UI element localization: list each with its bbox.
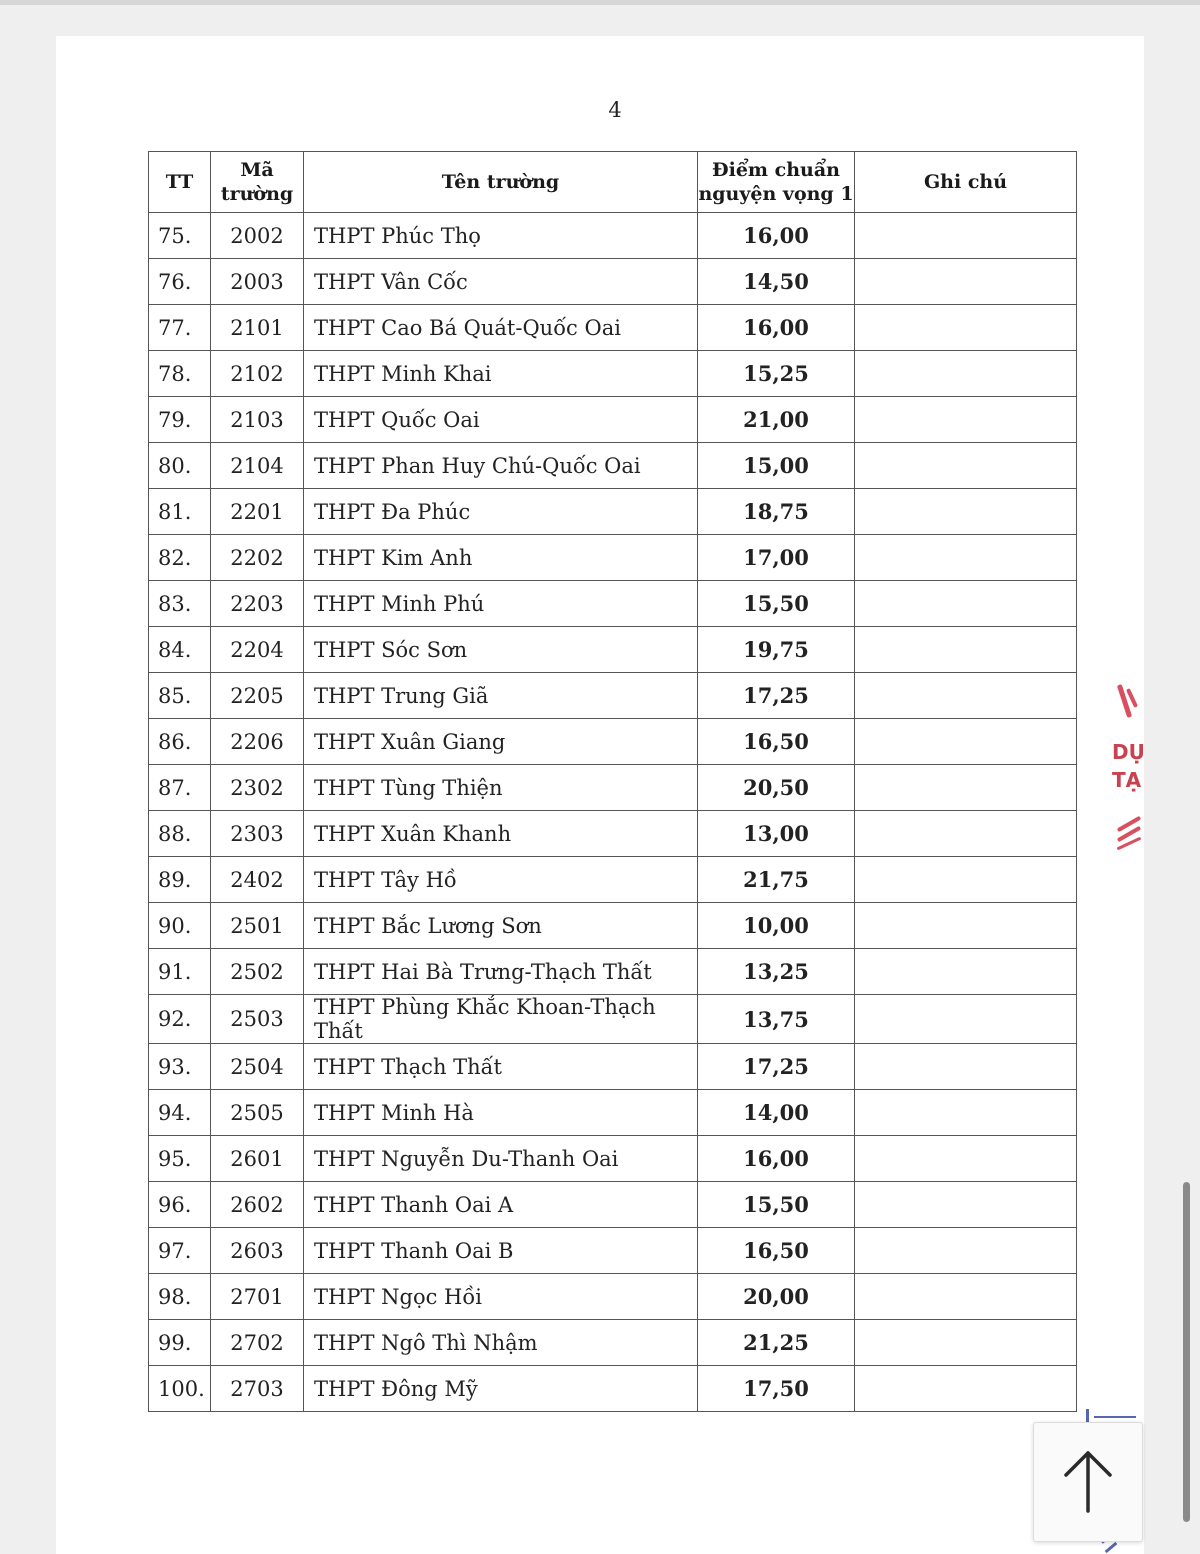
school-name: THPT Ngô Thì Nhậm (304, 1320, 698, 1366)
school-name: THPT Minh Khai (304, 351, 698, 397)
note-cell (855, 719, 1077, 765)
school-code: 2102 (211, 351, 304, 397)
school-name: THPT Cao Bá Quát-Quốc Oai (304, 305, 698, 351)
school-name: THPT Bắc Lương Sơn (304, 903, 698, 949)
school-name: THPT Phúc Thọ (304, 213, 698, 259)
cutoff-score: 17,00 (698, 535, 855, 581)
table-row (149, 351, 1077, 397)
school-name: THPT Kim Anh (304, 535, 698, 581)
table-row (149, 259, 1077, 305)
cutoff-score: 21,25 (698, 1320, 855, 1366)
note-cell (855, 397, 1077, 443)
cutoff-score: 15,50 (698, 1182, 855, 1228)
note-cell (855, 627, 1077, 673)
table-header-row (149, 152, 1077, 213)
school-code: 2701 (211, 1274, 304, 1320)
row-number: 80. (149, 443, 211, 489)
document-page (56, 36, 1144, 1554)
school-code: 2505 (211, 1090, 304, 1136)
cutoff-score: 17,50 (698, 1366, 855, 1412)
cutoff-score: 20,50 (698, 765, 855, 811)
cutoff-score: 16,50 (698, 1228, 855, 1274)
table-row (149, 1090, 1077, 1136)
table-row (149, 1228, 1077, 1274)
school-name: THPT Đông Mỹ (304, 1366, 698, 1412)
school-name: THPT Thạch Thất (304, 1044, 698, 1090)
school-code: 2502 (211, 949, 304, 995)
note-cell (855, 443, 1077, 489)
header-school-name: Tên trường (304, 152, 698, 213)
school-code: 2104 (211, 443, 304, 489)
school-name: THPT Trung Giã (304, 673, 698, 719)
school-name: THPT Thanh Oai A (304, 1182, 698, 1228)
table-row (149, 1320, 1077, 1366)
admission-scores-table (148, 151, 1077, 1412)
note-cell (855, 1366, 1077, 1412)
row-number: 82. (149, 535, 211, 581)
header-cutoff-score-line1: Điểm chuẩn (712, 159, 840, 181)
school-code: 2503 (211, 995, 304, 1044)
note-cell (855, 949, 1077, 995)
stamp-text-line2: TẠ (1112, 768, 1142, 792)
school-code: 2206 (211, 719, 304, 765)
note-cell (855, 811, 1077, 857)
row-number: 94. (149, 1090, 211, 1136)
cutoff-score: 14,00 (698, 1090, 855, 1136)
note-cell (855, 673, 1077, 719)
note-cell (855, 489, 1077, 535)
table-row (149, 213, 1077, 259)
school-code: 2303 (211, 811, 304, 857)
school-code: 2501 (211, 903, 304, 949)
row-number: 78. (149, 351, 211, 397)
row-number: 88. (149, 811, 211, 857)
row-number: 76. (149, 259, 211, 305)
row-number: 89. (149, 857, 211, 903)
row-number: 85. (149, 673, 211, 719)
school-name: THPT Vân Cốc (304, 259, 698, 305)
school-code: 2201 (211, 489, 304, 535)
row-number: 93. (149, 1044, 211, 1090)
row-number: 99. (149, 1320, 211, 1366)
note-cell (855, 581, 1077, 627)
table-row (149, 443, 1077, 489)
table-row (149, 811, 1077, 857)
row-number: 83. (149, 581, 211, 627)
school-name: THPT Minh Phú (304, 581, 698, 627)
table-row (149, 627, 1077, 673)
scroll-to-top-button[interactable] (1033, 1422, 1143, 1542)
note-cell (855, 1090, 1077, 1136)
cutoff-score: 10,00 (698, 903, 855, 949)
school-code: 2204 (211, 627, 304, 673)
table-row (149, 903, 1077, 949)
row-number: 91. (149, 949, 211, 995)
table-row (149, 765, 1077, 811)
school-code: 2103 (211, 397, 304, 443)
row-number: 90. (149, 903, 211, 949)
table-row (149, 305, 1077, 351)
row-number: 86. (149, 719, 211, 765)
table-row (149, 397, 1077, 443)
cutoff-score: 13,75 (698, 995, 855, 1044)
row-number: 95. (149, 1136, 211, 1182)
cutoff-score: 15,50 (698, 581, 855, 627)
school-code: 2601 (211, 1136, 304, 1182)
row-number: 77. (149, 305, 211, 351)
cutoff-score: 20,00 (698, 1274, 855, 1320)
school-code: 2002 (211, 213, 304, 259)
header-tt: TT (149, 152, 211, 213)
row-number: 96. (149, 1182, 211, 1228)
header-note: Ghi chú (855, 152, 1077, 213)
table-row (149, 995, 1077, 1044)
cutoff-score: 19,75 (698, 627, 855, 673)
school-code: 2202 (211, 535, 304, 581)
cutoff-score: 16,50 (698, 719, 855, 765)
school-name: THPT Xuân Giang (304, 719, 698, 765)
note-cell (855, 765, 1077, 811)
school-name: THPT Tùng Thiện (304, 765, 698, 811)
row-number: 87. (149, 765, 211, 811)
signature-stroke (1094, 1416, 1136, 1418)
cutoff-score: 13,00 (698, 811, 855, 857)
cutoff-score: 15,25 (698, 351, 855, 397)
school-name: THPT Đa Phúc (304, 489, 698, 535)
note-cell (855, 903, 1077, 949)
school-name: THPT Phùng Khắc Khoan-Thạch Thất (304, 995, 698, 1044)
note-cell (855, 995, 1077, 1044)
school-code: 2703 (211, 1366, 304, 1412)
table-row (149, 1274, 1077, 1320)
row-number: 98. (149, 1274, 211, 1320)
school-name: THPT Hai Bà Trưng-Thạch Thất (304, 949, 698, 995)
page-number: 4 (608, 98, 622, 122)
viewer-top-bar (0, 0, 1200, 5)
note-cell (855, 857, 1077, 903)
cutoff-score: 16,00 (698, 213, 855, 259)
note-cell (855, 1274, 1077, 1320)
table-row (149, 673, 1077, 719)
row-number: 92. (149, 995, 211, 1044)
row-number: 79. (149, 397, 211, 443)
school-name: THPT Thanh Oai B (304, 1228, 698, 1274)
header-cutoff-score (698, 152, 855, 213)
table-row (149, 857, 1077, 903)
row-number: 97. (149, 1228, 211, 1274)
table-row (149, 949, 1077, 995)
school-code: 2702 (211, 1320, 304, 1366)
row-number: 81. (149, 489, 211, 535)
school-name: THPT Sóc Sơn (304, 627, 698, 673)
cutoff-score: 13,25 (698, 949, 855, 995)
school-name: THPT Quốc Oai (304, 397, 698, 443)
cutoff-score: 17,25 (698, 1044, 855, 1090)
note-cell (855, 259, 1077, 305)
school-code: 2603 (211, 1228, 304, 1274)
cutoff-score: 15,00 (698, 443, 855, 489)
note-cell (855, 213, 1077, 259)
arrow-up-icon (1060, 1447, 1116, 1517)
note-cell (855, 535, 1077, 581)
table-row (149, 535, 1077, 581)
scrollbar-thumb[interactable] (1183, 1182, 1190, 1522)
row-number: 100. (149, 1366, 211, 1412)
school-name: THPT Xuân Khanh (304, 811, 698, 857)
school-name: THPT Phan Huy Chú-Quốc Oai (304, 443, 698, 489)
cutoff-score: 21,75 (698, 857, 855, 903)
row-number: 75. (149, 213, 211, 259)
school-code: 2602 (211, 1182, 304, 1228)
school-code: 2302 (211, 765, 304, 811)
note-cell (855, 1136, 1077, 1182)
table-row (149, 1044, 1077, 1090)
header-school-code-line1: Mã (240, 159, 274, 181)
header-school-code (211, 152, 304, 213)
school-code: 2504 (211, 1044, 304, 1090)
signature-stroke (1086, 1409, 1089, 1423)
school-name: THPT Ngọc Hồi (304, 1274, 698, 1320)
cutoff-score: 21,00 (698, 397, 855, 443)
header-cutoff-score-line2: nguyện vọng 1 (698, 183, 854, 205)
school-name: THPT Nguyễn Du-Thanh Oai (304, 1136, 698, 1182)
school-code: 2003 (211, 259, 304, 305)
stamp-text-line1: DỤ (1112, 740, 1145, 764)
table-row (149, 1136, 1077, 1182)
note-cell (855, 1044, 1077, 1090)
note-cell (855, 305, 1077, 351)
cutoff-score: 14,50 (698, 259, 855, 305)
school-code: 2101 (211, 305, 304, 351)
school-code: 2402 (211, 857, 304, 903)
school-name: THPT Tây Hồ (304, 857, 698, 903)
table-row (149, 1182, 1077, 1228)
cutoff-score: 16,00 (698, 1136, 855, 1182)
cutoff-score: 16,00 (698, 305, 855, 351)
school-code: 2203 (211, 581, 304, 627)
note-cell (855, 1320, 1077, 1366)
row-number: 84. (149, 627, 211, 673)
note-cell (855, 1228, 1077, 1274)
cutoff-score: 18,75 (698, 489, 855, 535)
header-school-code-line2: trường (220, 183, 294, 205)
table-row (149, 719, 1077, 765)
note-cell (855, 351, 1077, 397)
table-row (149, 1366, 1077, 1412)
school-name: THPT Minh Hà (304, 1090, 698, 1136)
note-cell (855, 1182, 1077, 1228)
table-row (149, 581, 1077, 627)
school-code: 2205 (211, 673, 304, 719)
cutoff-score: 17,25 (698, 673, 855, 719)
table-row (149, 489, 1077, 535)
